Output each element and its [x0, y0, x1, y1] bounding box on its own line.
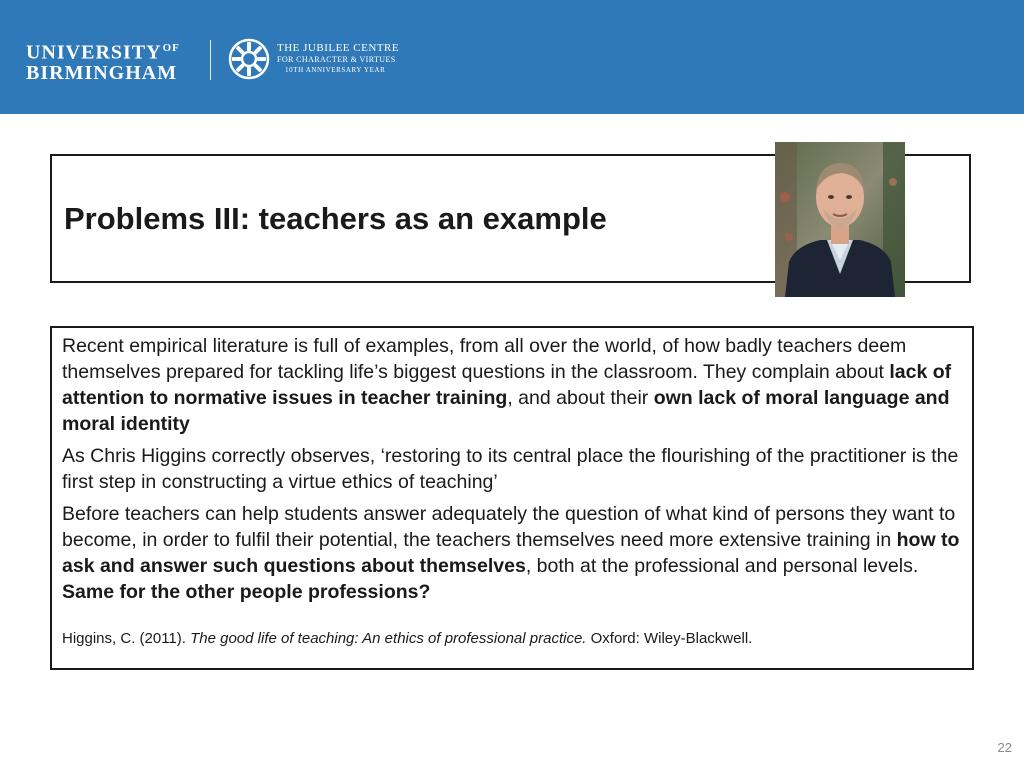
logo-of-text: OF [162, 42, 180, 54]
reference-suffix: Oxford: Wiley-Blackwell. [586, 630, 753, 647]
paragraph-2 [62, 443, 962, 495]
body-text-box [50, 326, 974, 670]
paragraph-3-text-2: , both at the professional and personal levels. [525, 555, 919, 577]
page-number: 22 [997, 740, 1012, 755]
logo-university-text: UNIVERSITY [26, 41, 162, 64]
paragraph-1 [62, 333, 962, 437]
paragraph-3 [62, 501, 962, 605]
paragraph-1-bold-2: own lack of moral language and moral identity [62, 387, 950, 435]
slide-title: Problems III: teachers as an example [64, 201, 607, 236]
logo-birmingham-text: BIRMINGHAM [26, 61, 178, 84]
jubilee-line2: FOR CHARACTER & VIRTUES [277, 55, 396, 64]
university-of-birmingham-logo [26, 38, 180, 83]
paragraph-3-bold-1: how to ask and answer such questions about themselves [62, 529, 960, 577]
paragraph-3-bold-2: Same for the other people professions? [62, 581, 431, 603]
jubilee-centre-logo [277, 43, 399, 76]
reference-prefix: Higgins, C. (2011). [62, 630, 191, 647]
jubilee-centre-emblem-icon [228, 38, 270, 80]
jubilee-line3: 10TH ANNIVERSARY YEAR [285, 66, 386, 74]
portrait-photo [775, 142, 905, 297]
paragraph-3-text-1: Before teachers can help students answer adequately the question of what kind of persons they want to become, in order to fulfil their potential, the teachers themselves need more extensive training in [62, 503, 956, 551]
paragraph-1-bold-1: lack of attention to normative issues in teacher training [62, 361, 952, 409]
reference-citation [62, 629, 962, 649]
paragraph-1-text-2: , and about their [507, 387, 654, 409]
paragraph-2-text-1: As Chris Higgins correctly observes, ‘restoring to its central place the flourishing of the practitioner is the first step in constructing a virtue ethics of teaching’ [62, 445, 959, 493]
jubilee-line1: THE JUBILEE CENTRE [277, 42, 400, 54]
reference-title: The good life of teaching: An ethics of professional practice. [190, 630, 587, 647]
logo-divider [210, 40, 211, 80]
header-band [0, 0, 1024, 114]
paragraph-1-text-1: Recent empirical literature is full of examples, from all over the world, of how badly teachers deem themselves prepared for tackling life’s biggest questions in the classroom. They complain about [62, 335, 907, 383]
